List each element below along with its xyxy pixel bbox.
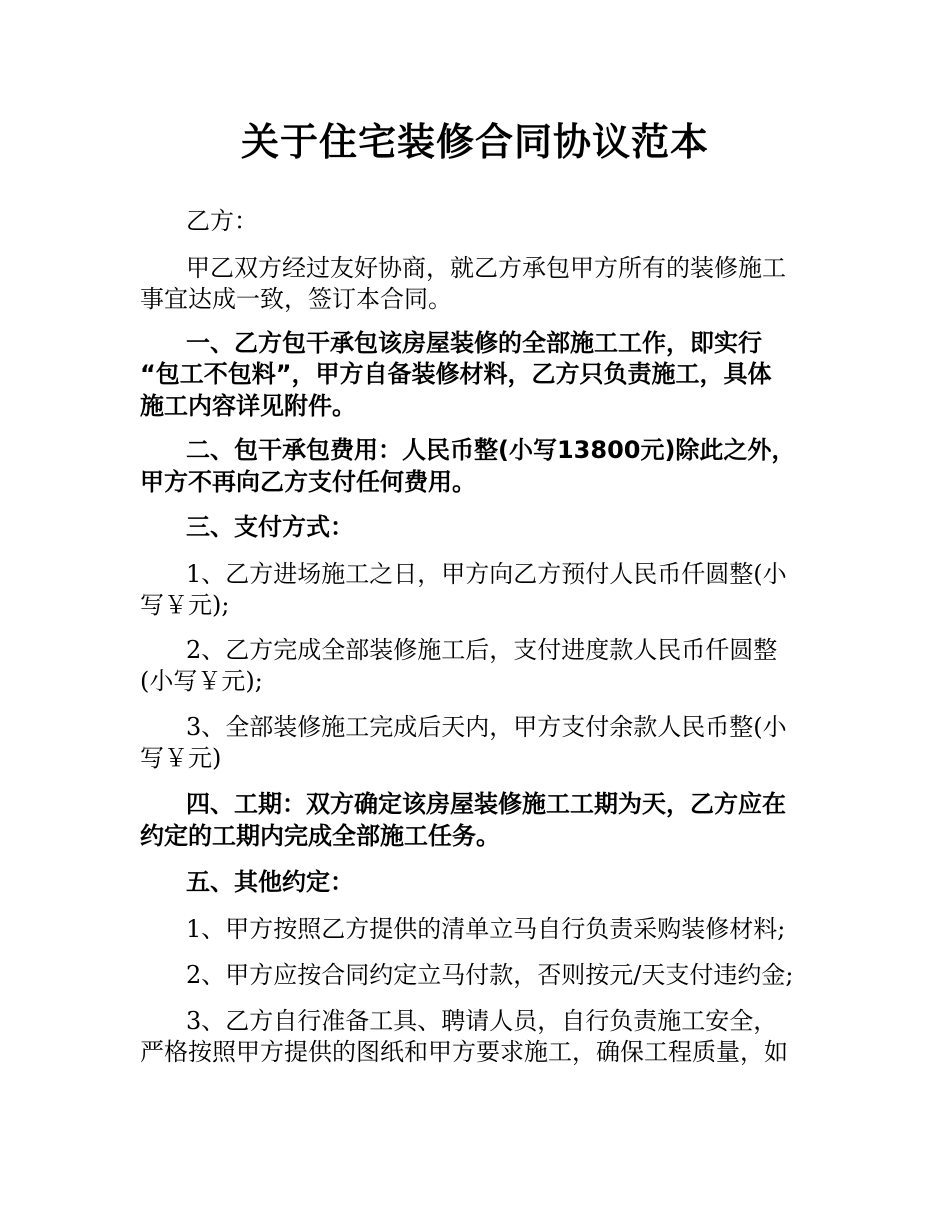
clause-heading-line: 施工内容详见附件。 <box>140 392 356 420</box>
clause-heading-line: 二、包干承包费用：人民币整(小写13800元)除此之外， <box>186 436 796 464</box>
body-text-line: 乙方： <box>186 207 258 235</box>
clause-heading-line: 甲方不再向乙方支付任何费用。 <box>140 468 476 496</box>
document-title: 关于住宅装修合同协议范本 <box>240 120 709 164</box>
body-text-line: (小写￥元); <box>140 667 263 695</box>
clause-heading-line: 一、乙方包干承包该房屋装修的全部施工工作，即实行 <box>186 329 762 357</box>
body-text-line: 3、乙方自行准备工具、聘请人员，自行负责施工安全， <box>186 1007 778 1035</box>
body-text-line: 3、全部装修施工完成后天内，甲方支付余款人民币整(小 <box>186 713 787 741</box>
body-text-line: 1、乙方进场施工之日，甲方向乙方预付人民币仟圆整(小 <box>186 560 787 588</box>
body-text-line: 写￥元); <box>140 591 230 619</box>
clause-heading-line: “包工不包料”，甲方自备装修材料，乙方只负责施工，具体 <box>140 360 772 388</box>
body-text-line: 甲乙双方经过友好协商，就乙方承包甲方所有的装修施工 <box>186 254 786 282</box>
clause-heading-line: 约定的工期内完成全部施工任务。 <box>140 822 500 850</box>
body-text-line: 2、乙方完成全部装修施工后，支付进度款人民币仟圆整 <box>186 636 778 664</box>
clause-heading-line: 四、工期：双方确定该房屋装修施工工期为天，乙方应在 <box>186 790 786 818</box>
body-text-line: 1、甲方按照乙方提供的清单立马自行负责采购装修材料; <box>186 915 786 943</box>
body-text-line: 2、甲方应按合同约定立马付款，否则按元/天支付违约金; <box>186 961 794 989</box>
body-text-line: 事宜达成一致，签订本合同。 <box>140 285 452 313</box>
body-text-line: 严格按照甲方提供的图纸和甲方要求施工，确保工程质量，如 <box>140 1038 788 1066</box>
body-text-line: 写￥元) <box>140 744 222 772</box>
clause-heading-line: 三、支付方式： <box>186 513 354 541</box>
clause-heading-line: 五、其他约定： <box>186 868 354 896</box>
